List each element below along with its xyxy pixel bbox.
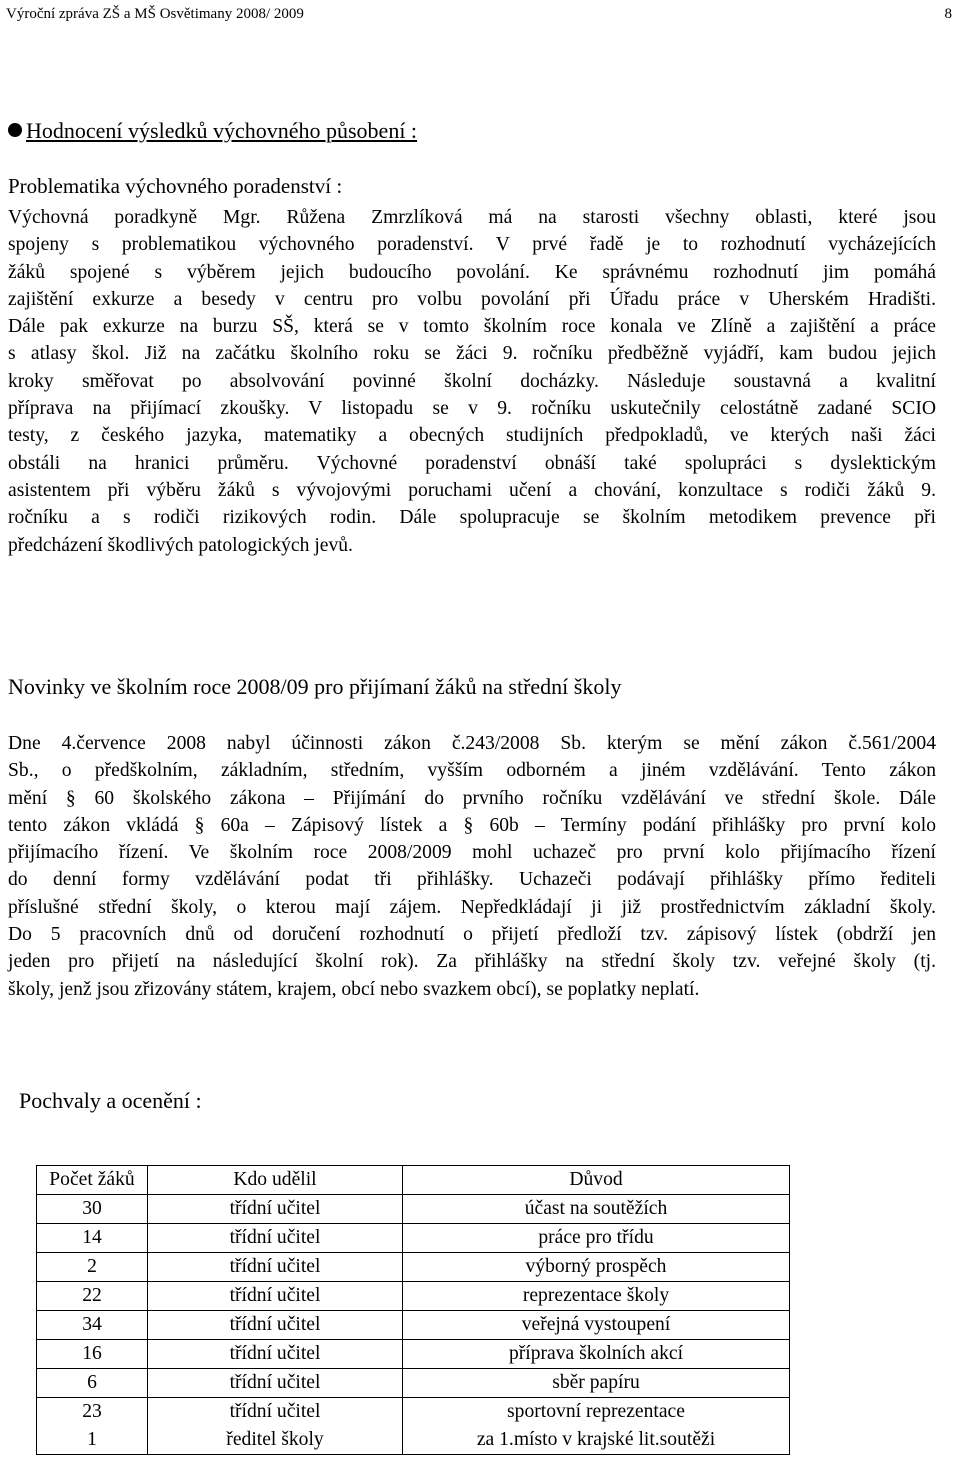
- paragraph-line: příslušné střední školy, o kterou mají zájem. Nepředkládají ji již prostřednictvím základní školy.: [8, 896, 936, 918]
- document-title: Výroční zpráva ZŠ a MŠ Osvětimany 2008/ 2009: [6, 6, 304, 22]
- section-heading-news: Novinky ve školním roce 2008/09 pro přijímaní žáků na střední školy: [8, 674, 622, 699]
- cell-reason: práce pro třídu: [403, 1224, 790, 1253]
- paragraph-line: mění § 60 školského zákona – Přijímání do prvního ročníku vzdělávání ve střední škole. Dále: [8, 787, 936, 809]
- paragraph-line: Sb., o předškolním, základním, středním, vyšším odborném a jiném vzdělávání. Tento zákon: [8, 760, 936, 782]
- column-header-reason: Důvod: [403, 1166, 790, 1195]
- paragraph-line: Dále pak exkurze na burzu SŠ, která se v tomto školním roce konala ve Zlíně a zajištění a práce: [8, 316, 936, 338]
- paragraph-line: asistentem při výběru žáků s vývojovými poruchami učení a chování, konzultace s rodiči žáků 9.: [8, 479, 936, 501]
- cell-line: třídní učitel: [229, 1401, 321, 1422]
- cell-count: 34: [37, 1311, 148, 1340]
- section-heading-awards: Pochvaly a ocenění :: [19, 1088, 202, 1113]
- section-heading-text: Hodnocení výsledků výchovného působení :: [26, 118, 418, 143]
- cell-awarded-by: třídní učitel: [148, 1195, 403, 1224]
- cell-count: 16: [37, 1340, 148, 1369]
- cell-awarded-by: třídní učitel: [148, 1369, 403, 1398]
- paragraph-line: žáků spojené s výběrem jejich budoucího povolání. Ke správnému rozhodnutí jim pomáhá: [8, 261, 936, 283]
- cell-reason: sběr papíru: [403, 1369, 790, 1398]
- table-row: [37, 1253, 790, 1282]
- paragraph-line: Do 5 pracovních dnů od doručení rozhodnutí o přijetí předloží tzv. zápisový lístek (obdrží jen: [8, 924, 936, 946]
- page-number: 8: [944, 6, 952, 22]
- cell-awarded-by: třídní učitel: [148, 1224, 403, 1253]
- paragraph-line: obstáli na hranici průměru. Výchovné poradenství obnáší také spolupráci s dyslektickým: [8, 452, 936, 474]
- paragraph-line: zajištění exkurze a besedy v centru pro volbu povolání při Úřadu práce v Uherském Hradišti.: [8, 288, 936, 310]
- cell-count: 2: [37, 1253, 148, 1282]
- section-heading-results: [8, 116, 417, 146]
- cell-count: 22: [37, 1282, 148, 1311]
- cell-count: [37, 1398, 148, 1455]
- cell-awarded-by: [148, 1398, 403, 1455]
- page-header: [6, 4, 952, 24]
- cell-count: 14: [37, 1224, 148, 1253]
- paragraph-line: jeden pro přijetí na následující školní rok). Za přihlášky na střední školy tzv. veřejné školy (tj.: [8, 951, 936, 973]
- cell-awarded-by: třídní učitel: [148, 1253, 403, 1282]
- bullet-icon: [8, 123, 22, 137]
- paragraph-line: kroky směřovat po absolvování povinné školní docházky. Následuje soustavná a kvalitní: [8, 370, 936, 392]
- cell-line: sportovní reprezentace: [507, 1401, 685, 1422]
- paragraph-line: školy, jenž jsou zřizovány státem, krajem, obcí nebo svazkem obcí), se poplatky neplatí.: [8, 978, 700, 1000]
- cell-line: 1: [87, 1429, 97, 1450]
- column-header-count: Počet žáků: [37, 1166, 148, 1195]
- cell-awarded-by: třídní učitel: [148, 1340, 403, 1369]
- cell-line: za 1.místo v krajské lit.soutěži: [476, 1429, 716, 1450]
- table-row: [37, 1398, 790, 1455]
- cell-count: 30: [37, 1195, 148, 1224]
- paragraph-news: [8, 730, 936, 1003]
- paragraph-line: testy, z českého jazyka, matematiky a obecných studijních předpokladů, ve kterých naši žáci: [8, 425, 936, 447]
- table-row: [37, 1195, 790, 1224]
- paragraph-line: spojeny s problematikou výchovného poradenství. V prvé řadě je to rozhodnutí vycházejících: [8, 234, 936, 256]
- cell-reason: příprava školních akcí: [403, 1340, 790, 1369]
- table-row: [37, 1340, 790, 1369]
- paragraph-line: přijímacího řízení. Ve školním roce 2008/2009 mohl uchazeč pro první kolo přijímacího řízení: [8, 842, 936, 864]
- cell-awarded-by: třídní učitel: [148, 1311, 403, 1340]
- cell-reason: veřejná vystoupení: [403, 1311, 790, 1340]
- table-row: [37, 1311, 790, 1340]
- table-row: [37, 1282, 790, 1311]
- paragraph-line: příprava na přijímací zkoušky. V listopadu se v 9. ročníku uskutečnily celostátně zadané SCIO: [8, 398, 936, 420]
- table-row: [37, 1224, 790, 1253]
- cell-awarded-by: třídní učitel: [148, 1282, 403, 1311]
- cell-reason: účast na soutěžích: [403, 1195, 790, 1224]
- paragraph-line: Výchovná poradkyně Mgr. Růžena Zmrzlíková má na starosti všechny oblasti, které jsou: [8, 207, 936, 228]
- awards-table: [36, 1165, 790, 1455]
- subheading-counseling: Problematika výchovného poradenství :: [8, 174, 343, 198]
- cell-reason: reprezentace školy: [403, 1282, 790, 1311]
- paragraph-line: s atlasy škol. Již na začátku školního roku se žáci 9. ročníku předběžně vyjádří, kam budou jejich: [8, 343, 936, 365]
- paragraph-line: ročníku a s rodiči rizikových rodin. Dále spolupracuje se školním metodikem prevence při: [8, 507, 936, 529]
- paragraph-line: tento zákon vkládá § 60a – Zápisový lístek a § 60b – Termíny podání přihlášky pro první kolo: [8, 814, 936, 836]
- cell-line: 23: [82, 1401, 102, 1422]
- cell-line: ředitel školy: [226, 1429, 324, 1450]
- paragraph-line: do denní formy vzdělávání podat tři přihlášky. Uchazeči podávají přihlášky přímo řediteli: [8, 869, 936, 891]
- column-header-awarded-by: Kdo udělil: [148, 1166, 403, 1195]
- paragraph-line: Dne 4.července 2008 nabyl účinnosti zákon č.243/2008 Sb. kterým se mění zákon č.561/2004: [8, 733, 936, 754]
- cell-count: 6: [37, 1369, 148, 1398]
- paragraph-line: předcházení škodlivých patologických jevů.: [8, 534, 353, 556]
- cell-reason: výborný prospěch: [403, 1253, 790, 1282]
- table-header-row: [37, 1166, 790, 1195]
- cell-reason: [403, 1398, 790, 1455]
- paragraph-counseling: [8, 204, 936, 559]
- table-row: [37, 1369, 790, 1398]
